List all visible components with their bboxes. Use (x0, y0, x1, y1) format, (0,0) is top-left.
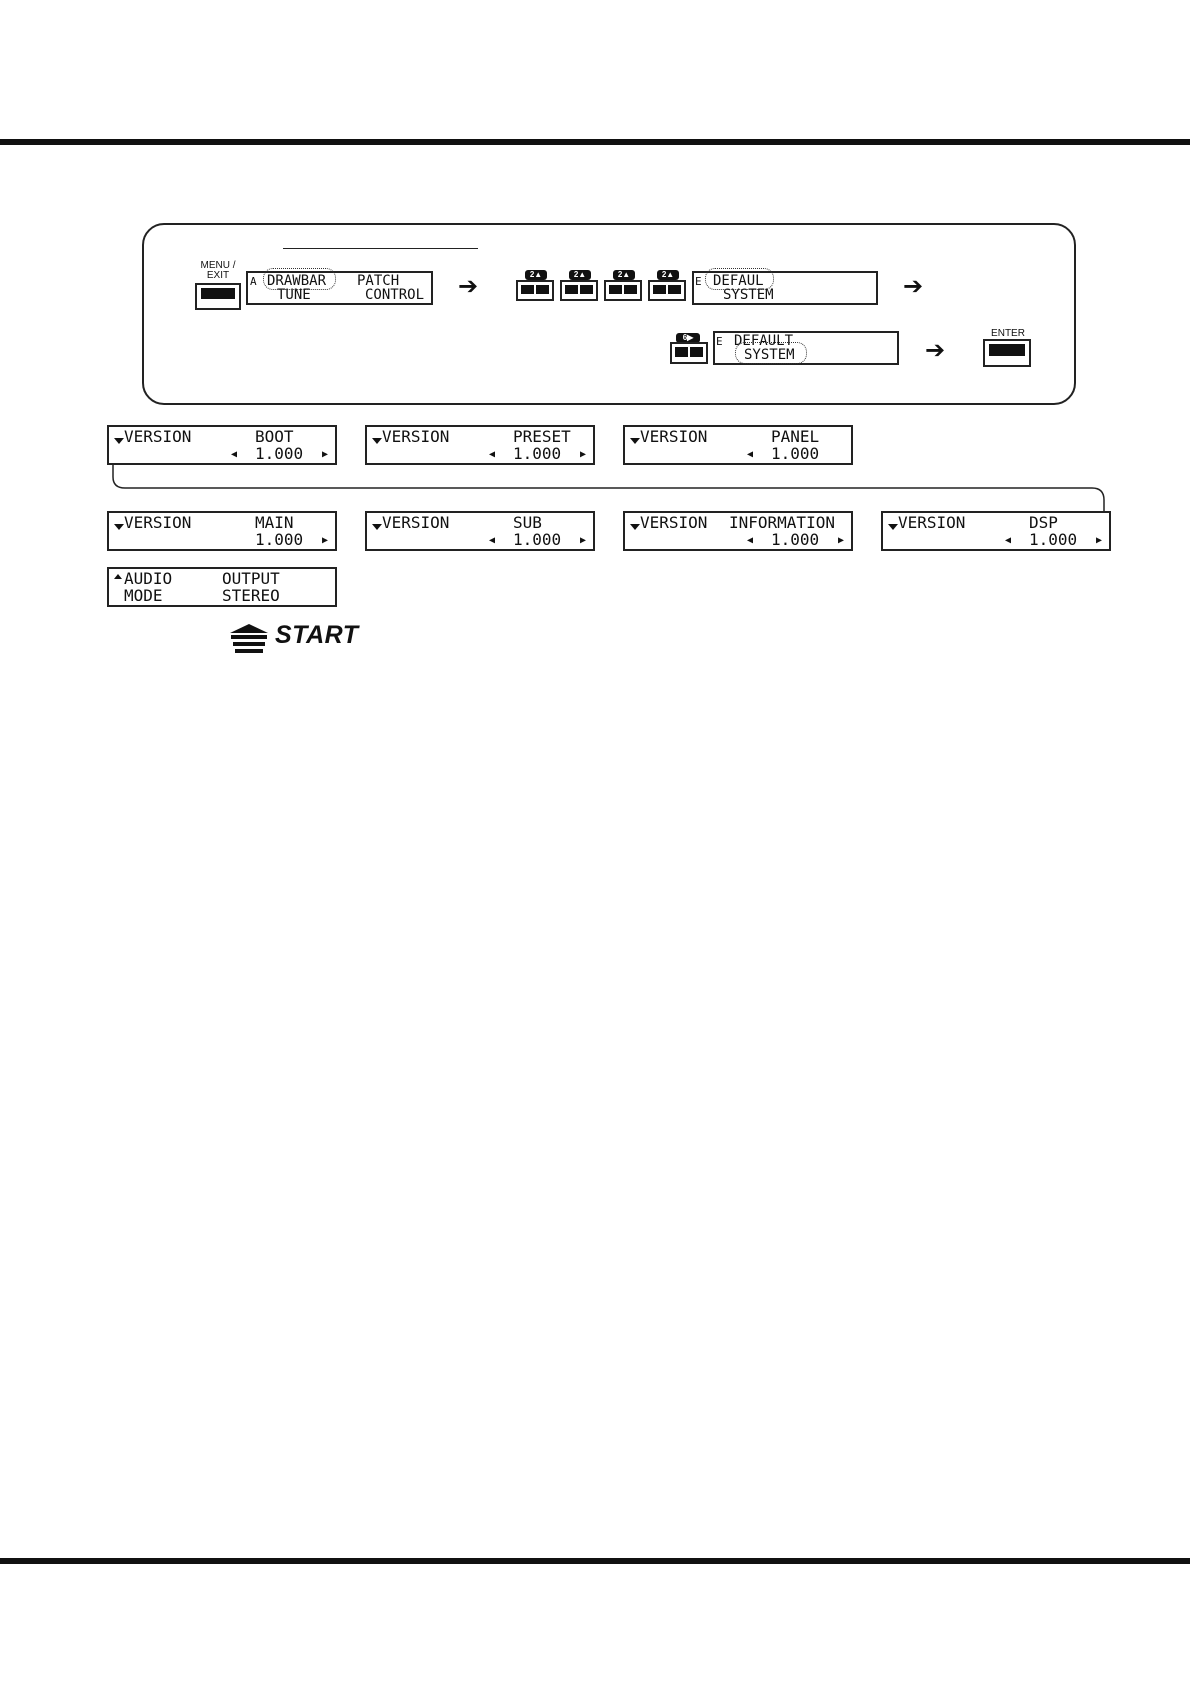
scroll-down-icon (372, 524, 382, 530)
flow-connector (0, 0, 1190, 560)
audio-mode-value: STEREO (222, 586, 280, 605)
version-item: PRESET (513, 427, 571, 446)
version-title: VERSION (640, 513, 708, 532)
start-label: START (275, 621, 359, 649)
version-information-lcd (623, 511, 853, 551)
version-sub-lcd (365, 511, 595, 551)
arrow-2: ➔ (903, 272, 924, 300)
version-item: DSP (1029, 513, 1058, 532)
left-arrow-icon: ◀ (747, 449, 754, 460)
version-dsp-lcd (881, 511, 1111, 551)
right-arrow-icon: ▶ (322, 535, 329, 546)
start-icon (228, 623, 270, 653)
default-a-letter: E (695, 275, 702, 288)
menu-item-tune: TUNE (277, 287, 311, 303)
menu-item-control: CONTROL (365, 287, 425, 303)
audio-item: OUTPUT (222, 569, 280, 588)
version-title: VERSION (640, 427, 708, 446)
left-arrow-icon: ◀ (231, 449, 238, 460)
right-arrow-icon: ▶ (838, 535, 845, 546)
menu-item-patch: PATCH (357, 273, 400, 289)
version-value: 1.000 (513, 530, 562, 549)
up-badge-4: 2▲ (657, 270, 679, 280)
arrow-1: ➔ (458, 272, 479, 300)
version-title: VERSION (124, 513, 192, 532)
version-title: VERSION (382, 513, 450, 532)
audio-mode-label: MODE (124, 586, 163, 605)
menu-exit-label: MENU / EXIT (200, 260, 236, 281)
version-value: 1.000 (1029, 530, 1078, 549)
version-item: SUB (513, 513, 542, 532)
scroll-down-icon (114, 524, 124, 530)
version-item: MAIN (255, 513, 294, 532)
right-arrow-icon: ▶ (322, 449, 329, 460)
version-value: 1.000 (513, 444, 562, 463)
right-badge: 6▶ (676, 333, 700, 343)
up-badge-3: 2▲ (613, 270, 635, 280)
version-title: VERSION (382, 427, 450, 446)
version-value: 1.000 (771, 444, 820, 463)
bottom-rule (0, 1558, 1190, 1564)
version-value: 1.000 (255, 530, 304, 549)
up-badge-1: 2▲ (525, 270, 547, 280)
default-a-line1: DEFAUL (713, 273, 764, 289)
version-value: 1.000 (255, 444, 304, 463)
scroll-down-icon (630, 524, 640, 530)
version-item: BOOT (255, 427, 294, 446)
version-item: PANEL (771, 427, 820, 446)
arrow-3: ➔ (925, 336, 946, 364)
version-item: INFORMATION (729, 513, 835, 532)
menu-letter: A (250, 275, 257, 288)
right-arrow-icon: ▶ (580, 535, 587, 546)
version-main-lcd (107, 511, 337, 551)
audio-title: AUDIO (124, 569, 173, 588)
default-b-line2: SYSTEM (744, 347, 795, 363)
right-arrow-icon: ▶ (580, 449, 587, 460)
left-arrow-icon: ◀ (1005, 535, 1012, 546)
enter-label: ENTER (991, 328, 1025, 339)
up-badge-2: 2▲ (569, 270, 591, 280)
menu-item-drawbar: DRAWBAR (267, 273, 327, 289)
right-arrow-icon: ▶ (1096, 535, 1103, 546)
version-title: VERSION (124, 427, 192, 446)
audio-output-lcd (107, 567, 337, 607)
version-title: VERSION (898, 513, 966, 532)
default-b-letter: E (716, 335, 723, 348)
scroll-down-icon (888, 524, 898, 530)
scroll-up-icon (114, 574, 122, 579)
left-arrow-icon: ◀ (489, 449, 496, 460)
default-b-line1: DEFAULT (734, 333, 794, 349)
left-arrow-icon: ◀ (489, 535, 496, 546)
default-a-line2: SYSTEM (723, 287, 774, 303)
version-value: 1.000 (771, 530, 820, 549)
left-arrow-icon: ◀ (747, 535, 754, 546)
